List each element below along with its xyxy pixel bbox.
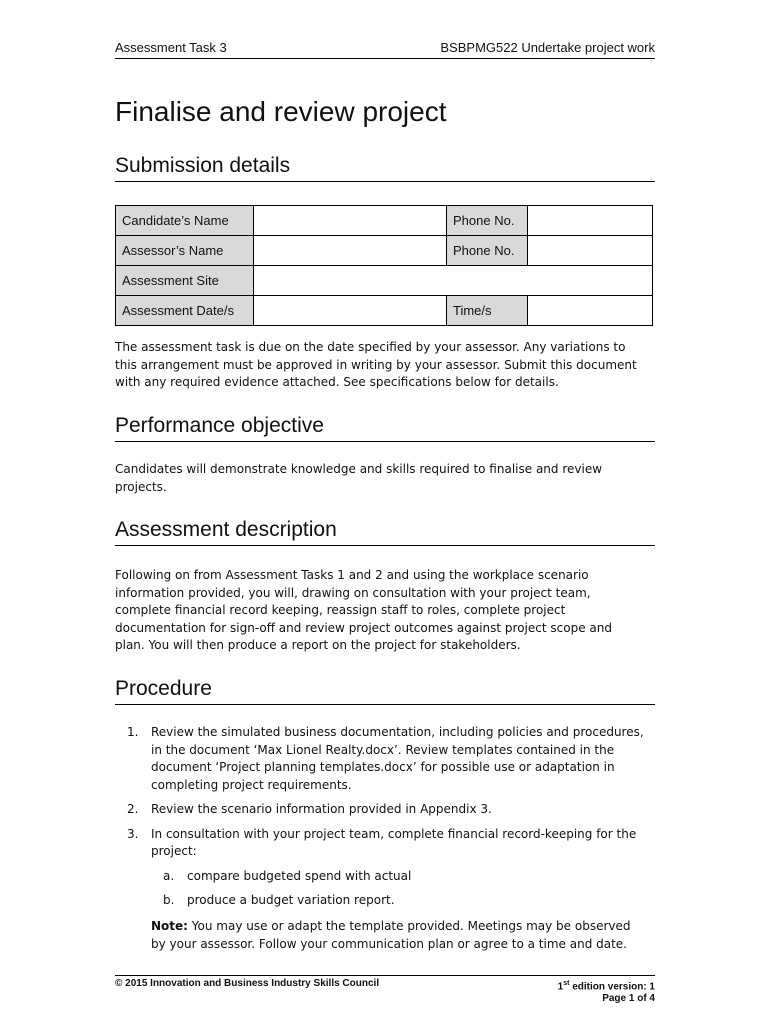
list-number: 1.	[127, 725, 139, 739]
submission-heading: Submission details	[115, 154, 655, 182]
assessment-date-label: Assessment Date/s	[116, 296, 254, 326]
edition-suffix: st	[563, 980, 570, 987]
edition-info	[558, 978, 655, 993]
header-unit: BSBPMG522 Undertake project work	[440, 40, 655, 55]
sub-list-letter: a.	[163, 868, 175, 883]
sub-list	[151, 868, 645, 910]
assessor-name-field[interactable]	[254, 236, 447, 266]
edition-text: edition version: 1	[569, 981, 655, 993]
assessor-phone-field[interactable]	[528, 236, 653, 266]
header-task: Assessment Task 3	[115, 40, 227, 55]
assessment-date-field[interactable]	[254, 296, 447, 326]
note	[115, 918, 645, 953]
list-number: 3.	[127, 826, 139, 841]
assessor-name-label: Assessor’s Name	[116, 236, 254, 266]
table-row	[116, 266, 653, 296]
assessment-site-label: Assessment Site	[116, 266, 254, 296]
candidate-phone-field[interactable]	[528, 206, 653, 236]
description-heading: Assessment description	[115, 518, 655, 546]
performance-heading: Performance objective	[115, 414, 655, 442]
note-label: Note:	[151, 919, 188, 933]
list-number: 2.	[127, 802, 139, 816]
candidate-name-label: Candidate’s Name	[116, 206, 254, 236]
submission-text: The assessment task is due on the date specified by your assessor. Any variations to this arrangement must be approved in writing by your assessor. Submit this document with any required evidence attached. See specifications below for details.	[115, 340, 637, 389]
page-number: Page 1 of 4	[602, 993, 655, 1005]
list-text: Review the scenario information provided in Appendix 3.	[151, 802, 492, 816]
sub-list-text: compare budgeted spend with actual	[187, 868, 412, 883]
page-footer	[115, 975, 655, 1005]
assessment-site-field[interactable]	[254, 266, 653, 296]
procedure-list	[115, 724, 645, 917]
candidate-name-field[interactable]	[254, 206, 447, 236]
candidate-phone-label: Phone No.	[447, 206, 528, 236]
time-label: Time/s	[447, 296, 528, 326]
note-text: You may use or adapt the template provided. Meetings may be observed by your assessor. Follow your communication plan or agree to a time and date.	[151, 919, 631, 951]
procedure-heading: Procedure	[115, 677, 655, 705]
sub-list-item	[151, 892, 645, 910]
performance-text: Candidates will demonstrate knowledge and skills required to finalise and review projects.	[115, 462, 603, 494]
list-item	[115, 724, 645, 794]
running-header	[115, 40, 655, 59]
sub-list-text: produce a budget variation report.	[187, 893, 395, 907]
description-text: Following on from Assessment Tasks 1 and 2 and using the workplace scenario information provided, you will, drawing on consultation with your project team, complete financial record keeping, reassign staff to roles, complete project documentation for sign-off and review project outcomes against project scope and plan. You will then produce a report on the project for stakeholders.	[115, 568, 612, 652]
assessor-phone-label: Phone No.	[447, 236, 528, 266]
list-text: Review the simulated business documentation, including policies and procedures, in the document ‘Max Lionel Realty.docx’. Review templates contained in the document ‘Project planning templates.docx’ for possible use or adaptation in completing project requirements.	[151, 725, 644, 792]
submission-details-table	[115, 205, 653, 326]
footer-right	[558, 978, 655, 1005]
page-title: Finalise and review project	[115, 96, 447, 127]
table-row	[116, 206, 653, 236]
edition-number: 1	[557, 981, 564, 993]
list-text: In consultation with your project team, complete financial record-keeping for the project:	[151, 826, 637, 858]
time-field[interactable]	[528, 296, 653, 326]
sub-list-item	[151, 868, 645, 886]
table-row	[116, 296, 653, 326]
footer-copyright: © 2015 Innovation and Business Industry Skills Council	[115, 978, 380, 989]
list-item	[115, 801, 645, 819]
list-item	[115, 826, 645, 910]
sub-list-letter: b.	[163, 893, 175, 907]
table-row	[116, 236, 653, 266]
